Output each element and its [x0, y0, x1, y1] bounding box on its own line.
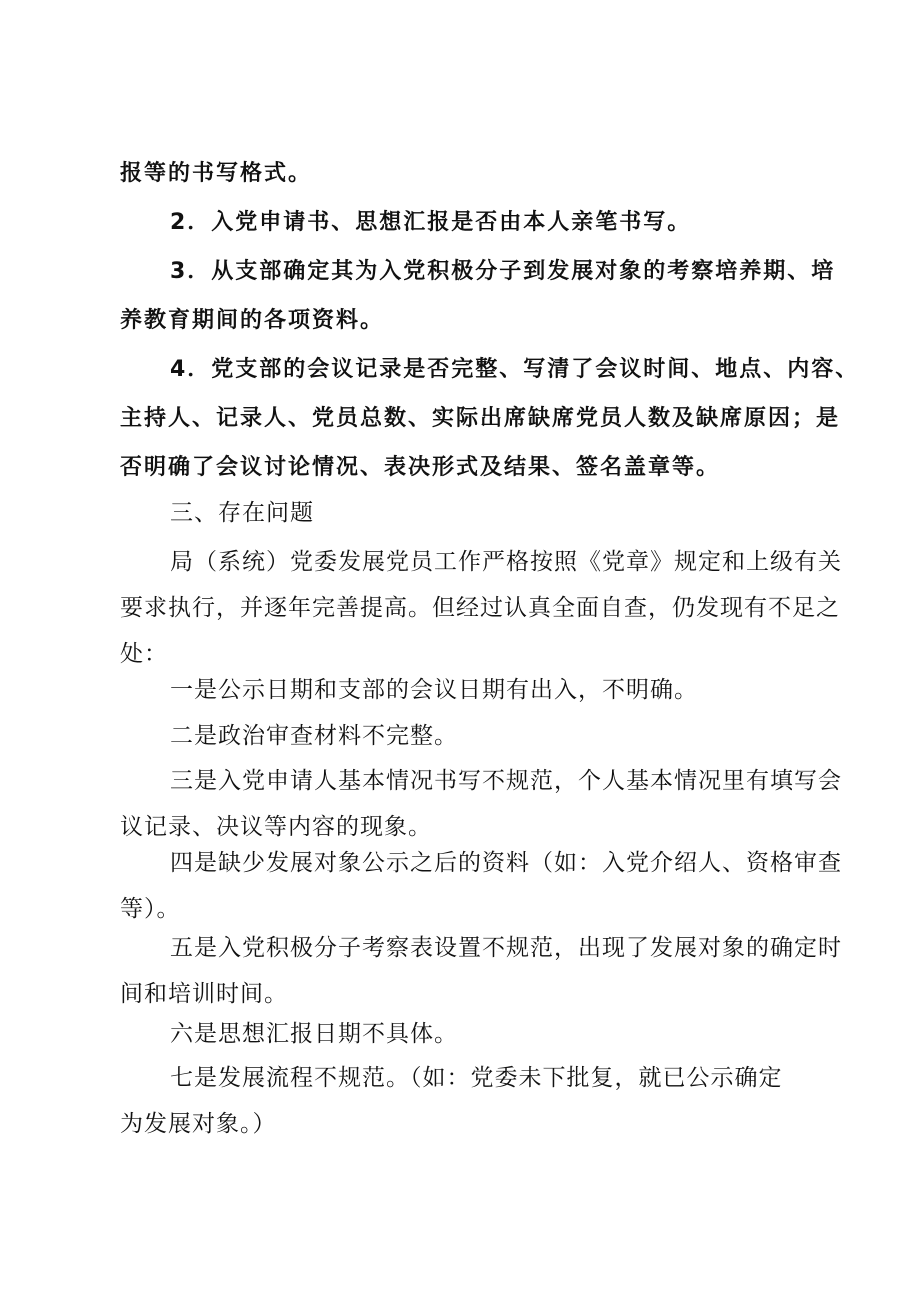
text-line: 主持人、记录人、党员总数、实际出席缺席党员人数及缺席原因；是 [120, 406, 841, 431]
text-line: 局（系统）党委发展党员工作严格按照《党章》规定和上级有关 [170, 549, 842, 575]
paragraph-item-3 [120, 247, 836, 345]
text-line: 要求执行，并逐年完善提高。但经过认真全面自查，仍发现有不足之 [120, 595, 840, 621]
text-line: 三是入党申请人基本情况书写不规范，个人基本情况里有填写会 [170, 768, 842, 794]
text-line: 四是缺少发展对象公示之后的资料（如：入党介绍人、资格审查 [170, 850, 842, 876]
text-line: 五是入党积极分子考察表设置不规范，出现了发展对象的确定时 [170, 935, 842, 961]
text-line: 间和培训时间。 [120, 981, 288, 1007]
text-line: 为发展对象。） [120, 1111, 277, 1137]
text-line: 报等的书写格式。 [120, 161, 313, 186]
text-line: 六是思想汇报日期不具体。 [170, 1021, 458, 1047]
text-line: 养教育期间的各项资料。 [120, 308, 385, 333]
section-heading [120, 490, 820, 536]
paragraph-item-2 [120, 198, 820, 247]
text-line: 七是发展流程不规范。（如：党委未下批复，就已公示确定 [170, 1065, 783, 1091]
text-line: 议记录、决议等内容的现象。 [120, 814, 432, 840]
issue-6 [120, 1011, 820, 1057]
text-line: 处： [120, 641, 168, 667]
issue-3 [120, 758, 842, 850]
text-line: 2．入党申请书、思想汇报是否由本人亲笔书写。 [170, 210, 692, 235]
issue-4 [120, 840, 842, 932]
text-line: 否明确了会议讨论情况、表决形式及结果、签名盖章等。 [120, 455, 721, 480]
intro-paragraph [120, 539, 842, 677]
issue-2 [120, 713, 820, 759]
text-line: 等）。 [120, 896, 181, 922]
text-line: 3．从支部确定其为入党积极分子到发展对象的考察培养期、培 [170, 259, 836, 284]
paragraph-item-4 [120, 345, 860, 492]
text-line: 一是公示日期和支部的会议日期有出入，不明确。 [170, 677, 698, 703]
heading-text: 三、存在问题 [170, 500, 314, 526]
issue-5 [120, 925, 842, 1017]
text-line: 4．党支部的会议记录是否完整、写清了会议时间、地点、内容、 [170, 357, 860, 382]
issue-7 [120, 1055, 820, 1147]
paragraph-format-tail [120, 149, 820, 198]
issue-1 [120, 667, 820, 713]
text-line: 二是政治审查材料不完整。 [170, 723, 458, 749]
